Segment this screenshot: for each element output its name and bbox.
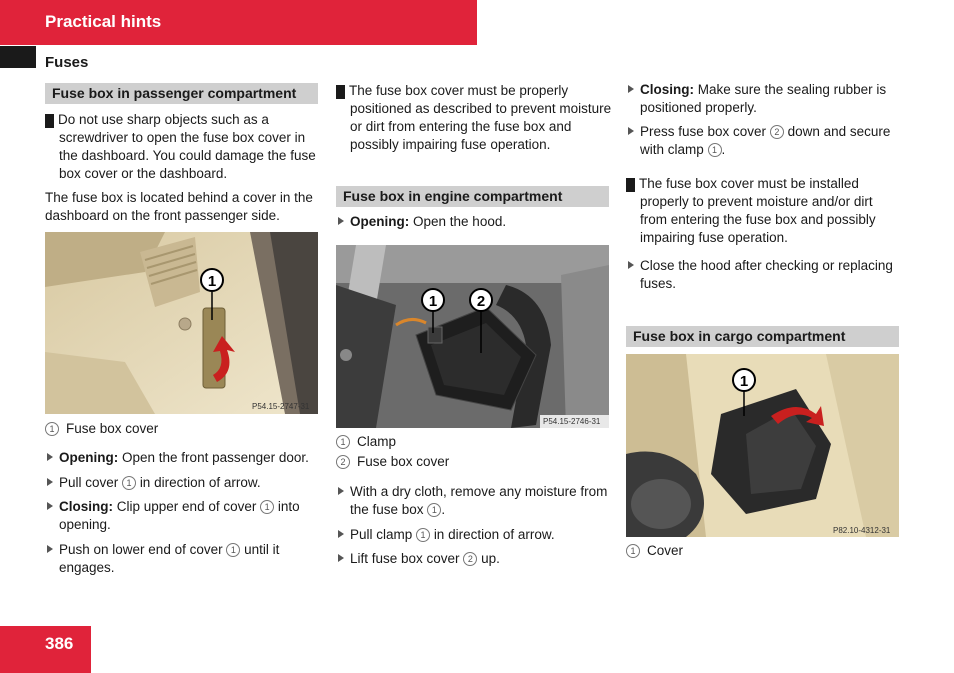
step-arrow-icon — [47, 545, 53, 553]
step-text: Make sure the sealing rubber is positioned properly. — [640, 82, 887, 115]
step-text: Pull clamp — [350, 527, 413, 542]
warning-icon: ! — [45, 114, 54, 128]
step-arrow-icon — [628, 85, 634, 93]
callout-number: 1 — [427, 503, 441, 517]
callout-number: 2 — [770, 125, 784, 139]
step-text: . — [721, 142, 726, 157]
warning-text: The fuse box cover must be properly positioned as described to prevent moisture or dirt from entering the fuse box and possibly impairing fuse operation. — [349, 83, 612, 152]
warning-text: Do not use sharp objects such as a screwdriver to open the fuse box cover in the dashboard. You could damage the fuse box cover or the dashboard. — [58, 112, 316, 181]
legend-item — [45, 421, 158, 436]
page-number: 386 — [45, 634, 74, 653]
photo-passenger-fusebox — [45, 232, 318, 414]
step-arrow-icon — [47, 502, 53, 510]
svg-text:1: 1 — [207, 273, 217, 290]
step-opening — [45, 449, 329, 467]
callout-number: 1 — [336, 435, 350, 449]
callout-number: 1 — [122, 476, 136, 490]
step-text: Lift fuse box cover — [350, 551, 460, 566]
step-text: until it engages. — [59, 542, 280, 575]
legend-item — [336, 454, 449, 469]
step-text: up. — [481, 551, 500, 566]
step-text: in direction of arrow. — [433, 527, 555, 542]
image-code: P82.10-4312-31 — [833, 526, 891, 535]
callout-number: 1 — [708, 143, 722, 157]
step-arrow-icon — [338, 217, 344, 225]
legend-label: Clamp — [357, 434, 397, 449]
step-bold: Opening: — [350, 214, 410, 229]
step-dry-cloth — [336, 483, 626, 519]
callout-number: 1 — [45, 422, 59, 436]
step-arrow-icon — [338, 487, 344, 495]
step-text: . — [441, 502, 446, 517]
image-code: P54.15-2746-31 — [543, 417, 601, 426]
intro-text: The fuse box is located behind a cover in the dashboard on the front passenger side. — [45, 190, 313, 223]
callout-number: 2 — [336, 455, 350, 469]
section-title: Fuses — [45, 54, 89, 71]
step-text: With a dry cloth, remove any moisture from the fuse box — [350, 484, 608, 517]
legend-item — [626, 543, 683, 558]
legend-label: Cover — [647, 543, 684, 558]
side-tab-marker — [0, 46, 36, 68]
callout-number: 1 — [260, 500, 274, 514]
callout-number: 1 — [416, 528, 430, 542]
step-arrow-icon — [47, 478, 53, 486]
chapter-title: Practical hints — [45, 12, 162, 31]
step-closing-seal — [626, 81, 910, 117]
heading-engine-compartment: Fuse box in engine compartment — [336, 186, 609, 207]
step-text: Open the hood. — [413, 214, 507, 229]
svg-text:1: 1 — [739, 373, 749, 390]
step-open-hood — [336, 213, 620, 231]
warning-positioning — [331, 82, 612, 154]
step-bold: Closing: — [640, 82, 694, 97]
step-lift-cover — [336, 550, 626, 568]
svg-text:2: 2 — [476, 293, 486, 310]
step-text: Push on lower end of cover — [59, 542, 223, 557]
step-text: Pull cover — [59, 475, 119, 490]
legend-item — [336, 434, 396, 449]
step-text: in direction of arrow. — [139, 475, 261, 490]
warning-text: The fuse box cover must be installed properly to prevent moisture and/or dirt from entering the fuse box and possibly impairing fuse operation. — [639, 176, 876, 245]
step-text: Clip upper end of cover — [116, 499, 257, 514]
warning-icon: ! — [336, 85, 345, 99]
warning-icon: ! — [626, 178, 635, 192]
step-close-hood — [626, 257, 916, 293]
step-push-cover — [45, 541, 321, 577]
legend-label: Fuse box cover — [66, 421, 159, 436]
callout-number: 1 — [226, 543, 240, 557]
callout-number: 2 — [463, 552, 477, 566]
step-closing — [45, 498, 321, 534]
warning-installation — [621, 175, 902, 247]
image-code: P54.15-2747-31 — [252, 402, 310, 411]
heading-passenger-compartment: Fuse box in passenger compartment — [45, 83, 318, 104]
warning-passenger — [40, 111, 320, 183]
step-text: Open the front passenger door. — [122, 450, 309, 465]
step-arrow-icon — [628, 261, 634, 269]
heading-cargo-compartment: Fuse box in cargo compartment — [626, 326, 899, 347]
svg-text:1: 1 — [428, 293, 438, 310]
legend-label: Fuse box cover — [357, 454, 450, 469]
photo-cargo-fusebox — [626, 354, 899, 537]
step-bold: Opening: — [59, 450, 119, 465]
callout-number: 1 — [626, 544, 640, 558]
step-bold: Closing: — [59, 499, 113, 514]
step-press-cover — [626, 123, 916, 159]
step-arrow-icon — [338, 554, 344, 562]
step-text: down and secure with clamp — [640, 124, 891, 157]
step-arrow-icon — [628, 127, 634, 135]
step-pull-cover — [45, 474, 329, 492]
step-text: Close the hood after checking or replacing fuses. — [640, 258, 893, 291]
step-text: into opening. — [59, 499, 300, 532]
step-text: Press fuse box cover — [640, 124, 767, 139]
step-arrow-icon — [47, 453, 53, 461]
photo-engine-fusebox — [336, 245, 609, 428]
step-pull-clamp — [336, 526, 626, 544]
step-arrow-icon — [338, 530, 344, 538]
